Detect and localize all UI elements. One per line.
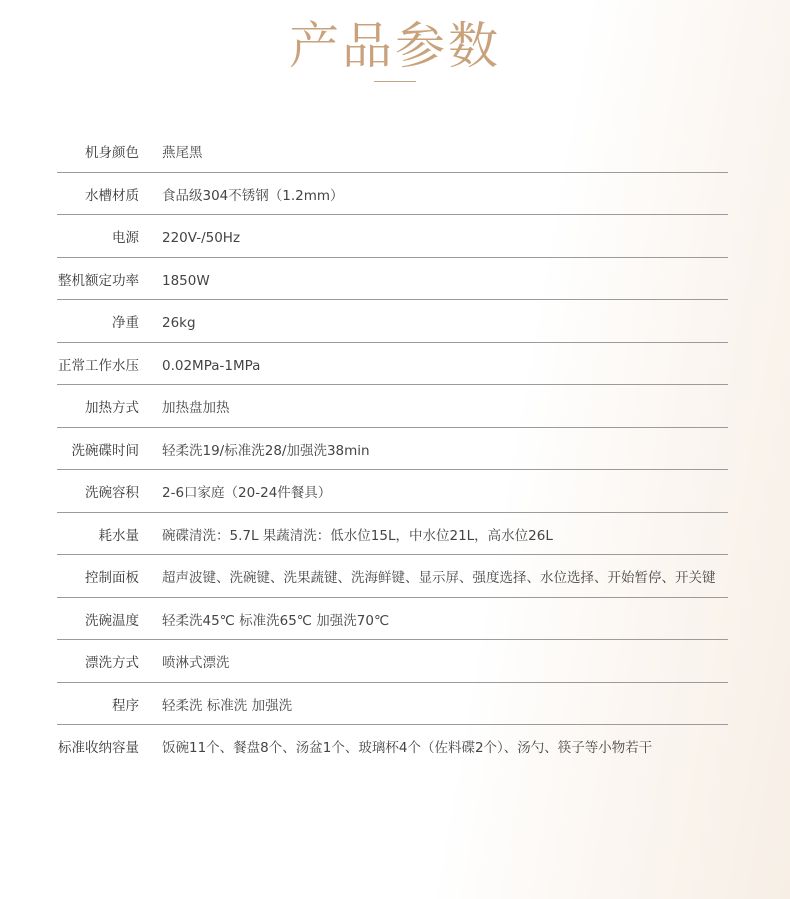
spec-label: 机身颜色 xyxy=(85,145,139,161)
spec-value: 轻柔洗45℃ 标准洗65℃ 加强洗70℃ xyxy=(162,612,390,629)
spec-label: 整机额定功率 xyxy=(58,272,139,289)
spec-value: 220V-/50Hz xyxy=(162,230,241,246)
spec-row xyxy=(0,725,790,768)
title-underline xyxy=(374,81,416,82)
spec-label: 标准收纳容量 xyxy=(58,740,139,756)
spec-row xyxy=(0,385,790,428)
spec-row xyxy=(0,130,790,173)
spec-value: 燕尾黑 xyxy=(162,145,203,161)
spec-label: 程序 xyxy=(112,697,139,714)
spec-label: 洗碗容积 xyxy=(85,485,139,501)
spec-value: 2-6口家庭（20-24件餐具） xyxy=(162,485,332,501)
spec-row xyxy=(0,173,790,216)
spec-value: 饭碗11个、餐盘8个、汤盆1个、玻璃杯4个（佐料碟2个）、汤勺、筷子等小物若干 xyxy=(162,740,653,756)
spec-label: 控制面板 xyxy=(85,570,139,586)
spec-row xyxy=(0,215,790,258)
spec-label: 净重 xyxy=(112,315,139,331)
spec-value: 轻柔洗19/标准洗28/加强洗38min xyxy=(162,442,370,459)
spec-row xyxy=(0,640,790,683)
spec-row xyxy=(0,683,790,726)
spec-row xyxy=(0,343,790,386)
spec-row xyxy=(0,513,790,556)
spec-value: 超声波键、洗碗键、洗果蔬键、洗海鲜键、显示屏、强度选择、水位选择、开始暂停、开关键 xyxy=(162,570,716,586)
spec-label: 耗水量 xyxy=(98,527,139,544)
spec-row xyxy=(0,470,790,513)
spec-row xyxy=(0,300,790,343)
spec-row xyxy=(0,258,790,301)
spec-value: 1850W xyxy=(162,272,210,289)
page-title: 产品参数 xyxy=(289,17,501,75)
spec-label: 洗碗温度 xyxy=(85,612,139,629)
spec-label: 漂洗方式 xyxy=(85,655,139,671)
spec-value: 0.02MPa-1MPa xyxy=(162,357,261,374)
spec-label: 加热方式 xyxy=(85,400,139,416)
spec-value: 26kg xyxy=(162,315,196,331)
spec-label: 正常工作水压 xyxy=(58,357,139,374)
spec-value: 食品级304不锈钢（1.2mm） xyxy=(162,187,344,204)
spec-label: 电源 xyxy=(112,230,139,246)
spec-value: 碗碟清洗：5.7L 果蔬清洗：低水位15L，中水位21L，高水位26L xyxy=(162,527,553,544)
spec-label: 洗碗碟时间 xyxy=(71,442,139,459)
spec-row xyxy=(0,555,790,598)
spec-value: 加热盘加热 xyxy=(162,400,230,416)
spec-row xyxy=(0,428,790,471)
spec-label: 水槽材质 xyxy=(85,187,139,204)
spec-row xyxy=(0,598,790,641)
spec-value: 轻柔洗 标准洗 加强洗 xyxy=(162,697,293,714)
spec-value: 喷淋式漂洗 xyxy=(162,655,230,671)
spec-table xyxy=(0,130,790,768)
